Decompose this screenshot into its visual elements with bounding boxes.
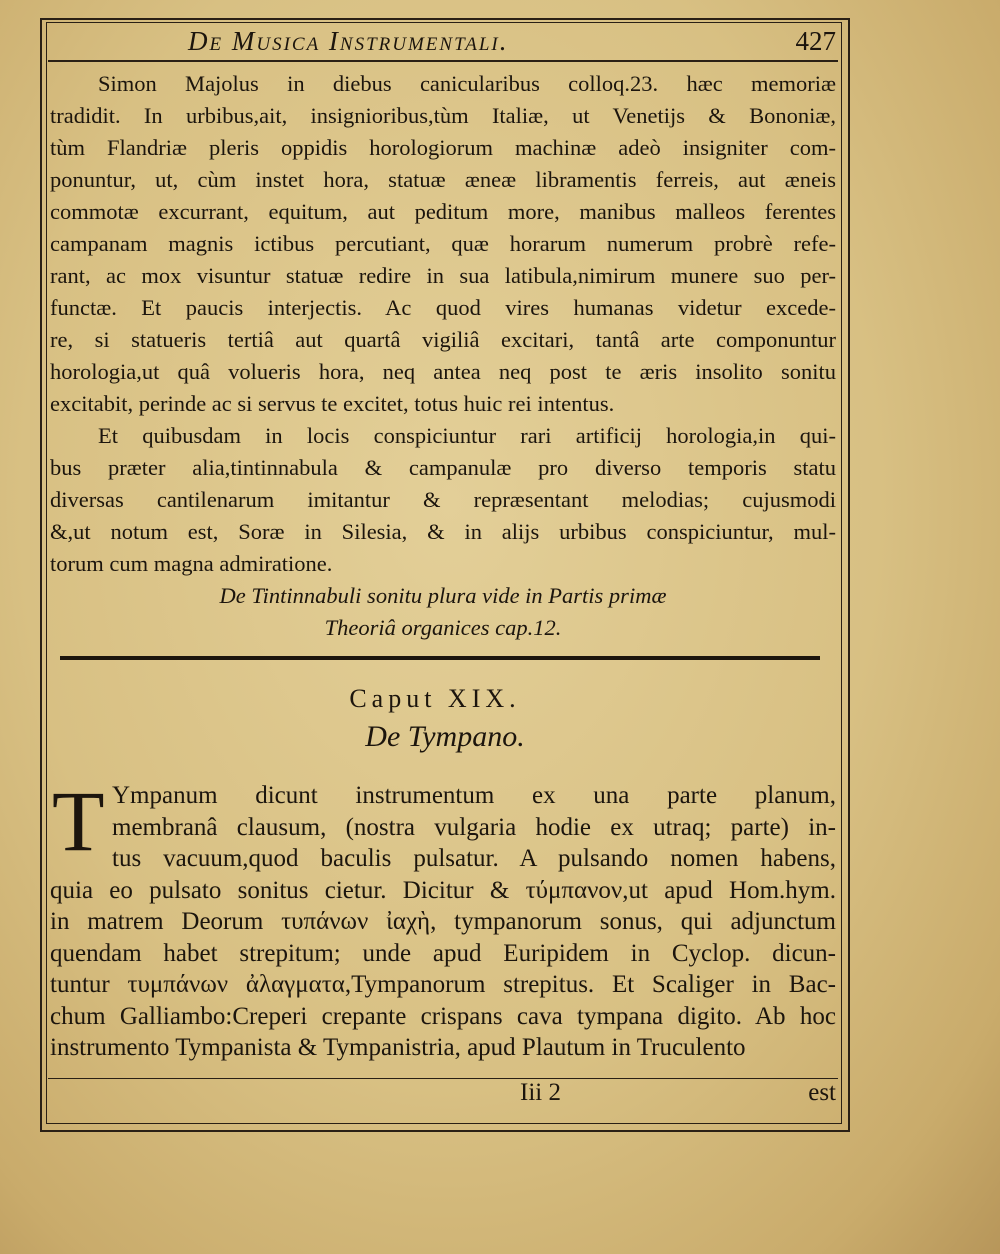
text-line: campanam magnis ictibus percutiant, quæ horarum numerum probrè refe- xyxy=(50,231,836,256)
section-rule xyxy=(60,656,820,660)
text-line: tus vacuum,quod baculis pulsatur. A pulsando nomen habens, xyxy=(112,845,836,872)
text-line: horologia,ut quâ volueris hora, neq antea neq post te æris insolito sonitu xyxy=(50,359,836,384)
text-line: tuntur τυμπάνων ἀλαγματα,Tympanorum strepitus. Et Scaliger in Bac- xyxy=(50,971,836,998)
text-line: membranâ clausum, (nostra vulgaria hodie ex utraq; parte) in- xyxy=(112,813,836,841)
passage-tympanum xyxy=(50,773,836,1064)
text-line: commotæ excurrant, equitum, aut peditum more, manibus malleos ferentes xyxy=(50,199,836,224)
text-line: in matrem Deorum τυπάνων ἰαχὴ, tympanorum sonus, qui adjunctum xyxy=(50,908,836,935)
signature-mark: Iii 2 xyxy=(520,1079,561,1106)
running-title: De Musica Instrumentali. xyxy=(188,26,509,56)
text-line: excitabit, perinde ac si servus te excitet, totus huic rei intentus. xyxy=(50,391,615,416)
text-line: instrumento Tympanista & Tympanistria, apud Plautum in Truculento xyxy=(50,1034,746,1061)
text-line: torum cum magna admiratione. xyxy=(50,551,333,576)
text-line: quia eo pulsato sonitus cietur. Dicitur & τύμπανον,ut apud Hom.hym. xyxy=(50,876,836,904)
page-number: 427 xyxy=(795,26,836,56)
chapter-heading: Caput XIX. xyxy=(349,684,521,713)
chapter-subtitle: De Tympano. xyxy=(365,720,525,753)
text-line: functæ. Et paucis interjectis. Ac quod vires humanas videtur excede- xyxy=(50,295,836,320)
text-line: Ympanum dicunt instrumentum ex una parte planum, xyxy=(112,782,836,809)
text-line: ponuntur, ut, cùm instet hora, statuæ æneæ libramentis ferreis, aut æneis xyxy=(50,167,836,192)
text-line: Simon Majolus in diebus canicularibus colloq.23. hæc memoriæ xyxy=(98,71,836,96)
text-line: diversas cantilenarum imitantur & repræsentant melodias; cujusmodi xyxy=(50,487,836,512)
text-line: quendam habet strepitum; unde apud Euripidem in Cyclop. dicun- xyxy=(50,939,836,967)
text-line: rant, ac mox visuntur statuæ redire in sua latibula,nimirum munere suo per- xyxy=(50,263,836,288)
drop-capital: T xyxy=(52,773,105,869)
text-line: tradidit. In urbibus,ait, insignioribus,tùm Italiæ, ut Venetijs & Bononiæ, xyxy=(50,103,836,128)
catchword: est xyxy=(808,1079,836,1106)
text-line: tùm Flandriæ pleris oppidis horologiorum machinæ adeò insigniter com- xyxy=(50,135,836,160)
cross-reference-line-2: Theoriâ organices cap.12. xyxy=(324,615,562,640)
passage-majolus xyxy=(50,68,836,644)
text-line: re, si statueris tertiâ aut quartâ vigiliâ excitari, tantâ arte componuntur xyxy=(50,327,836,352)
text-line: &,ut notum est, Soræ in Silesia, & in alijs urbibus conspiciuntur, mul- xyxy=(50,519,836,544)
text-line: chum Galliambo:Creperi crepante crispans cava tympana digito. Ab hoc xyxy=(50,1002,836,1030)
page-footer xyxy=(48,1078,838,1109)
text-line: Et quibusdam in locis conspiciuntur rari artificij horologia,in qui- xyxy=(98,423,836,448)
text-line: bus præter alia,tintinnabula & campanulæ pro diverso temporis statu xyxy=(50,455,836,480)
cross-reference-line-1: De Tintinnabuli sonitu plura vide in Partis primæ xyxy=(219,583,667,608)
running-head xyxy=(48,24,838,62)
